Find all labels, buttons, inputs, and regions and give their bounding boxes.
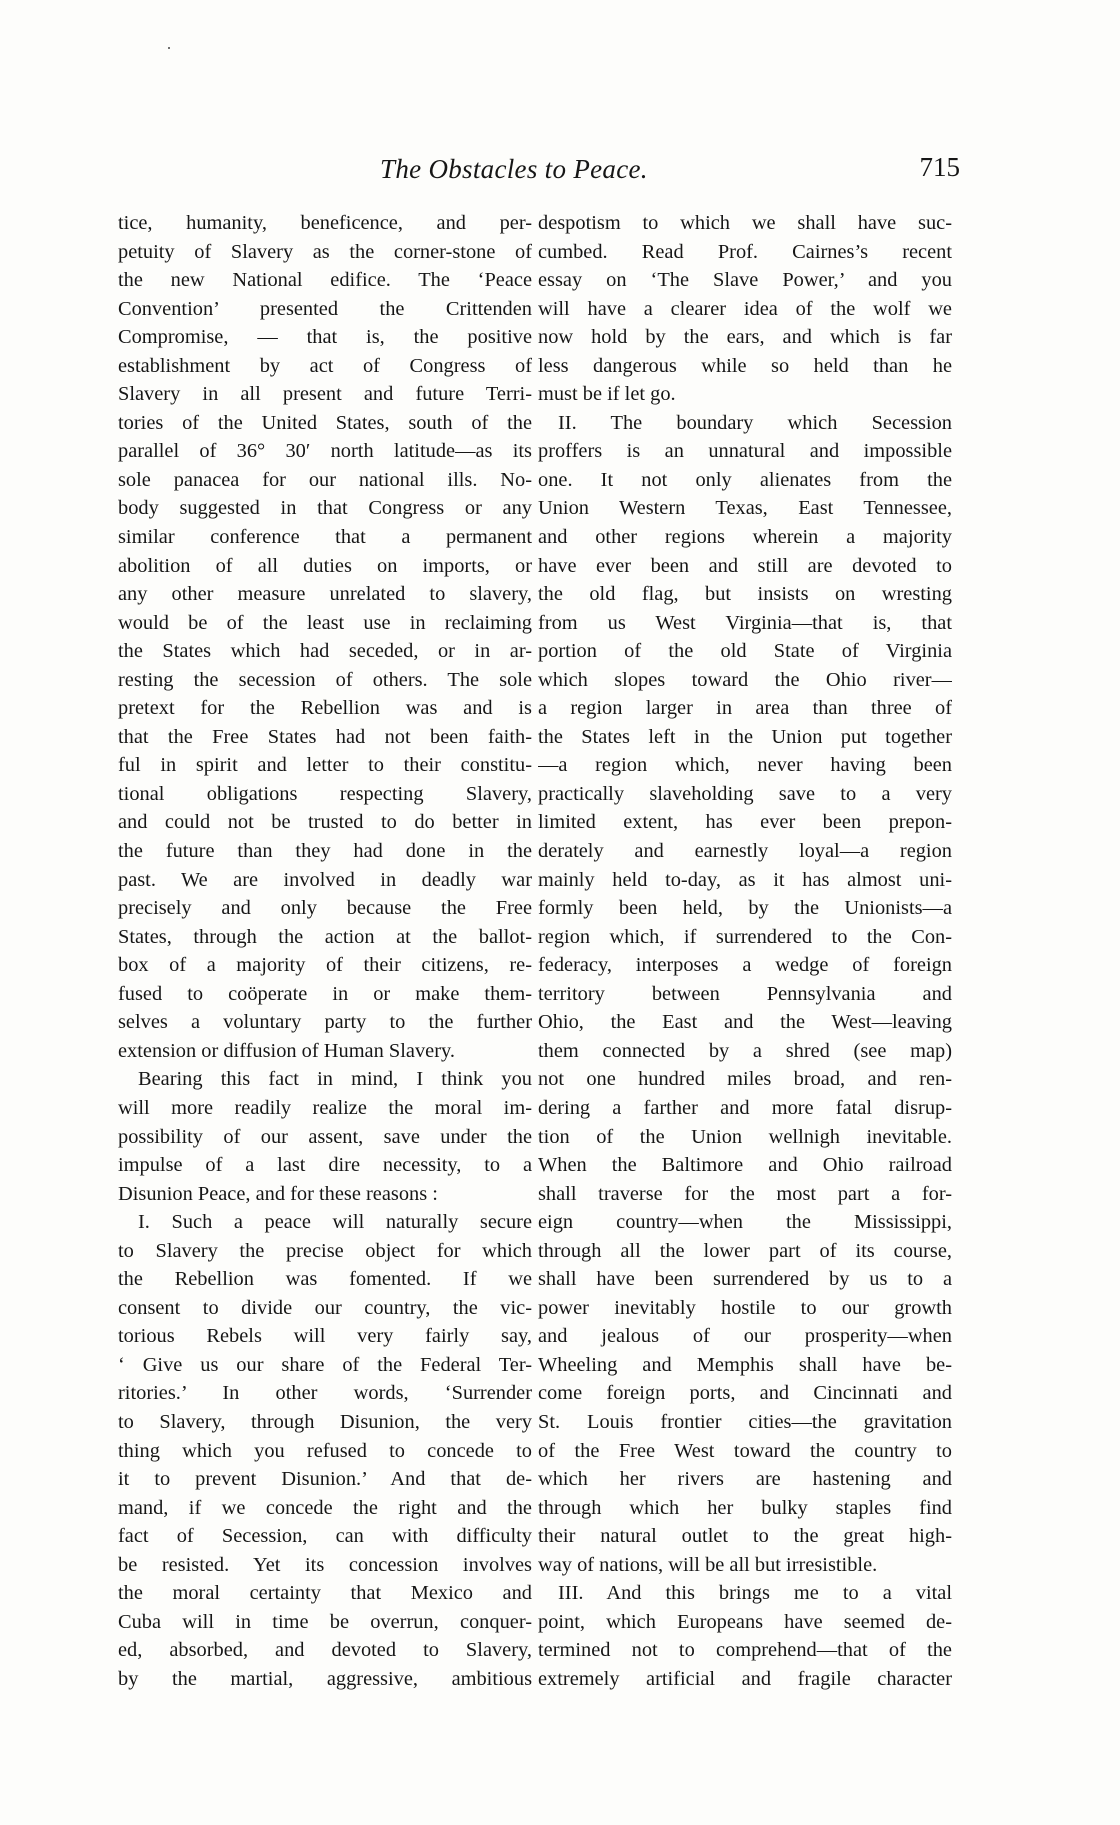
text-line: will more readily realize the moral im- xyxy=(118,1096,532,1119)
text-line: tional obligations respecting Slavery, xyxy=(118,782,532,805)
text-line: tice, humanity, beneficence, and per- xyxy=(118,212,532,234)
scan-speck xyxy=(168,47,170,49)
text-line: tories of the United States, south of the xyxy=(118,411,532,434)
text-line: fused to coöperate in or make them- xyxy=(118,982,532,1005)
text-line: less dangerous while so held than he xyxy=(538,354,952,377)
text-line: possibility of our assent, save under the xyxy=(118,1125,532,1148)
text-line: consent to divide our country, the vic- xyxy=(118,1296,532,1319)
text-line: which slopes toward the Ohio river— xyxy=(538,668,952,691)
text-line: one. It not only alienates from the xyxy=(538,468,952,491)
text-line: body suggested in that Congress or any xyxy=(118,497,532,520)
text-line: precisely and only because the Free xyxy=(118,897,532,920)
text-line: through which her bulky staples find xyxy=(538,1496,952,1519)
text-line: the old flag, but insists on wresting xyxy=(538,583,952,606)
text-line: When the Baltimore and Ohio railroad xyxy=(538,1154,952,1177)
text-line: region which, if surrendered to the Con- xyxy=(538,925,952,948)
text-line: States, through the action at the ballot- xyxy=(118,925,532,948)
right-column xyxy=(538,209,952,1693)
text-line: which her rivers are hastening and xyxy=(538,1468,952,1491)
text-line: Ohio, the East and the West—leaving xyxy=(538,1011,952,1034)
text-line: and other regions wherein a majority xyxy=(538,526,952,549)
text-line: impulse of a last dire necessity, to a xyxy=(118,1154,532,1177)
text-line: a region larger in area than three of xyxy=(538,697,952,720)
running-title: The Obstacles to Peace. xyxy=(380,154,648,184)
text-line: extension or diffusion of Human Slavery. xyxy=(118,1039,455,1062)
text-line: the new National edifice. The ‘Peace xyxy=(118,269,532,292)
text-line: box of a majority of their citizens, re- xyxy=(118,954,532,977)
text-line: Bearing this fact in mind, I think you xyxy=(138,1068,532,1091)
page-number: 715 xyxy=(919,152,960,182)
text-line: mainly held to-day, as it has almost uni- xyxy=(538,868,952,891)
text-line: from us West Virginia—that is, that xyxy=(538,611,952,634)
page-header xyxy=(110,150,960,190)
text-line: torious Rebels will very fairly say, xyxy=(118,1325,532,1348)
text-line: Union Western Texas, East Tennessee, xyxy=(538,497,952,520)
text-line: Slavery in all present and future Terri- xyxy=(118,383,532,406)
text-line: come foreign ports, and Cincinnati and xyxy=(538,1382,952,1405)
text-line: formly been held, by the Unionists—a xyxy=(538,897,952,920)
text-line: not one hundred miles broad, and ren- xyxy=(538,1068,952,1091)
text-line: have ever been and still are devoted to xyxy=(538,554,952,577)
text-line: will have a clearer idea of the wolf we xyxy=(538,297,952,320)
text-line: portion of the old State of Virginia xyxy=(538,640,952,663)
text-line: federacy, interposes a wedge of foreign xyxy=(538,954,952,977)
text-line: proffers is an unnatural and impossible xyxy=(538,440,952,463)
text-line: now hold by the ears, and which is far xyxy=(538,326,952,349)
text-line: pretext for the Rebellion was and is xyxy=(118,697,532,720)
text-line: eign country—when the Mississippi, xyxy=(538,1211,952,1234)
text-line: ‘ Give us our share of the Federal Ter- xyxy=(118,1353,532,1376)
text-line: thing which you refused to concede to xyxy=(118,1439,532,1462)
text-line: that the Free States had not been faith- xyxy=(118,725,532,748)
text-line: the States left in the Union put together xyxy=(538,725,952,748)
text-line: Wheeling and Memphis shall have be- xyxy=(538,1353,952,1376)
text-line: power inevitably hostile to our growth xyxy=(538,1296,952,1319)
text-line: practically slaveholding save to a very xyxy=(538,782,952,805)
text-line: the moral certainty that Mexico and xyxy=(118,1582,532,1605)
text-line: to Slavery the precise object for which xyxy=(118,1239,532,1262)
text-line: St. Louis frontier cities—the gravitation xyxy=(538,1410,952,1433)
text-line: limited extent, has ever been prepon- xyxy=(538,811,952,834)
text-line: shall have been surrendered by us to a xyxy=(538,1268,952,1291)
text-line: be resisted. Yet its concession involves xyxy=(118,1553,532,1576)
text-line: Convention’ presented the Crittenden xyxy=(118,297,532,320)
text-line: derately and earnestly loyal—a region xyxy=(538,840,952,863)
text-line: III. And this brings me to a vital xyxy=(558,1582,952,1605)
text-line: would be of the least use in reclaiming xyxy=(118,611,532,634)
text-line: mand, if we concede the right and the xyxy=(118,1496,532,1519)
text-line: shall traverse for the most part a for- xyxy=(538,1182,952,1205)
text-line: essay on ‘The Slave Power,’ and you xyxy=(538,269,952,292)
text-line: fact of Secession, can with difficulty xyxy=(118,1525,532,1548)
text-line: the Rebellion was fomented. If we xyxy=(118,1268,532,1291)
text-line: past. We are involved in deadly war xyxy=(118,868,532,891)
text-line: establishment by act of Congress of xyxy=(118,354,532,377)
text-line: way of nations, will be all but irresistible. xyxy=(538,1553,878,1576)
text-line: despotism to which we shall have suc- xyxy=(538,212,952,234)
text-line: dering a farther and more fatal disrup- xyxy=(538,1096,952,1119)
text-line: of the Free West toward the country to xyxy=(538,1439,952,1462)
text-line: Compromise, — that is, the positive xyxy=(118,326,532,349)
text-line: ed, absorbed, and devoted to Slavery, xyxy=(118,1639,532,1662)
text-line: and could not be trusted to do better in xyxy=(118,811,532,834)
text-line: I. Such a peace will naturally secure xyxy=(138,1211,532,1234)
text-line: it to prevent Disunion.’ And that de- xyxy=(118,1468,532,1491)
text-line: petuity of Slavery as the corner-stone of xyxy=(118,240,532,263)
text-line: similar conference that a permanent xyxy=(118,526,532,549)
text-line: the States which had seceded, or in ar- xyxy=(118,640,532,663)
text-line: abolition of all duties on imports, or xyxy=(118,554,532,577)
text-line: territory between Pennsylvania and xyxy=(538,982,952,1005)
text-line: tion of the Union wellnigh inevitable. xyxy=(538,1125,952,1148)
text-line: point, which Europeans have seemed de- xyxy=(538,1610,952,1633)
text-line: ful in spirit and letter to their constitu- xyxy=(118,754,532,777)
text-line: sole panacea for our national ills. No- xyxy=(118,468,532,491)
text-line: the future than they had done in the xyxy=(118,840,532,863)
text-line: parallel of 36° 30′ north latitude—as its xyxy=(118,440,532,463)
text-line: and jealous of our prosperity—when xyxy=(538,1325,952,1348)
text-line: cumbed. Read Prof. Cairnes’s recent xyxy=(538,240,952,263)
text-line: their natural outlet to the great high- xyxy=(538,1525,952,1548)
text-line: ritories.’ In other words, ‘Surrender xyxy=(118,1382,532,1405)
text-line: must be if let go. xyxy=(538,383,676,406)
text-line: Cuba will in time be overrun, conquer- xyxy=(118,1610,532,1633)
text-line: —a region which, never having been xyxy=(538,754,952,777)
left-column xyxy=(118,209,532,1693)
text-line: selves a voluntary party to the further xyxy=(118,1011,532,1034)
text-line: termined not to comprehend—that of the xyxy=(538,1639,952,1662)
text-line: extremely artificial and fragile character xyxy=(538,1667,952,1690)
text-line: by the martial, aggressive, ambitious xyxy=(118,1667,532,1690)
text-line: resting the secession of others. The sole xyxy=(118,668,532,691)
text-line: them connected by a shred (see map) xyxy=(538,1039,952,1062)
text-line: Disunion Peace, and for these reasons : xyxy=(118,1182,438,1205)
text-line: to Slavery, through Disunion, the very xyxy=(118,1410,532,1433)
text-line: II. The boundary which Secession xyxy=(558,411,952,434)
text-line: any other measure unrelated to slavery, xyxy=(118,583,532,606)
text-line: through all the lower part of its course, xyxy=(538,1239,952,1262)
